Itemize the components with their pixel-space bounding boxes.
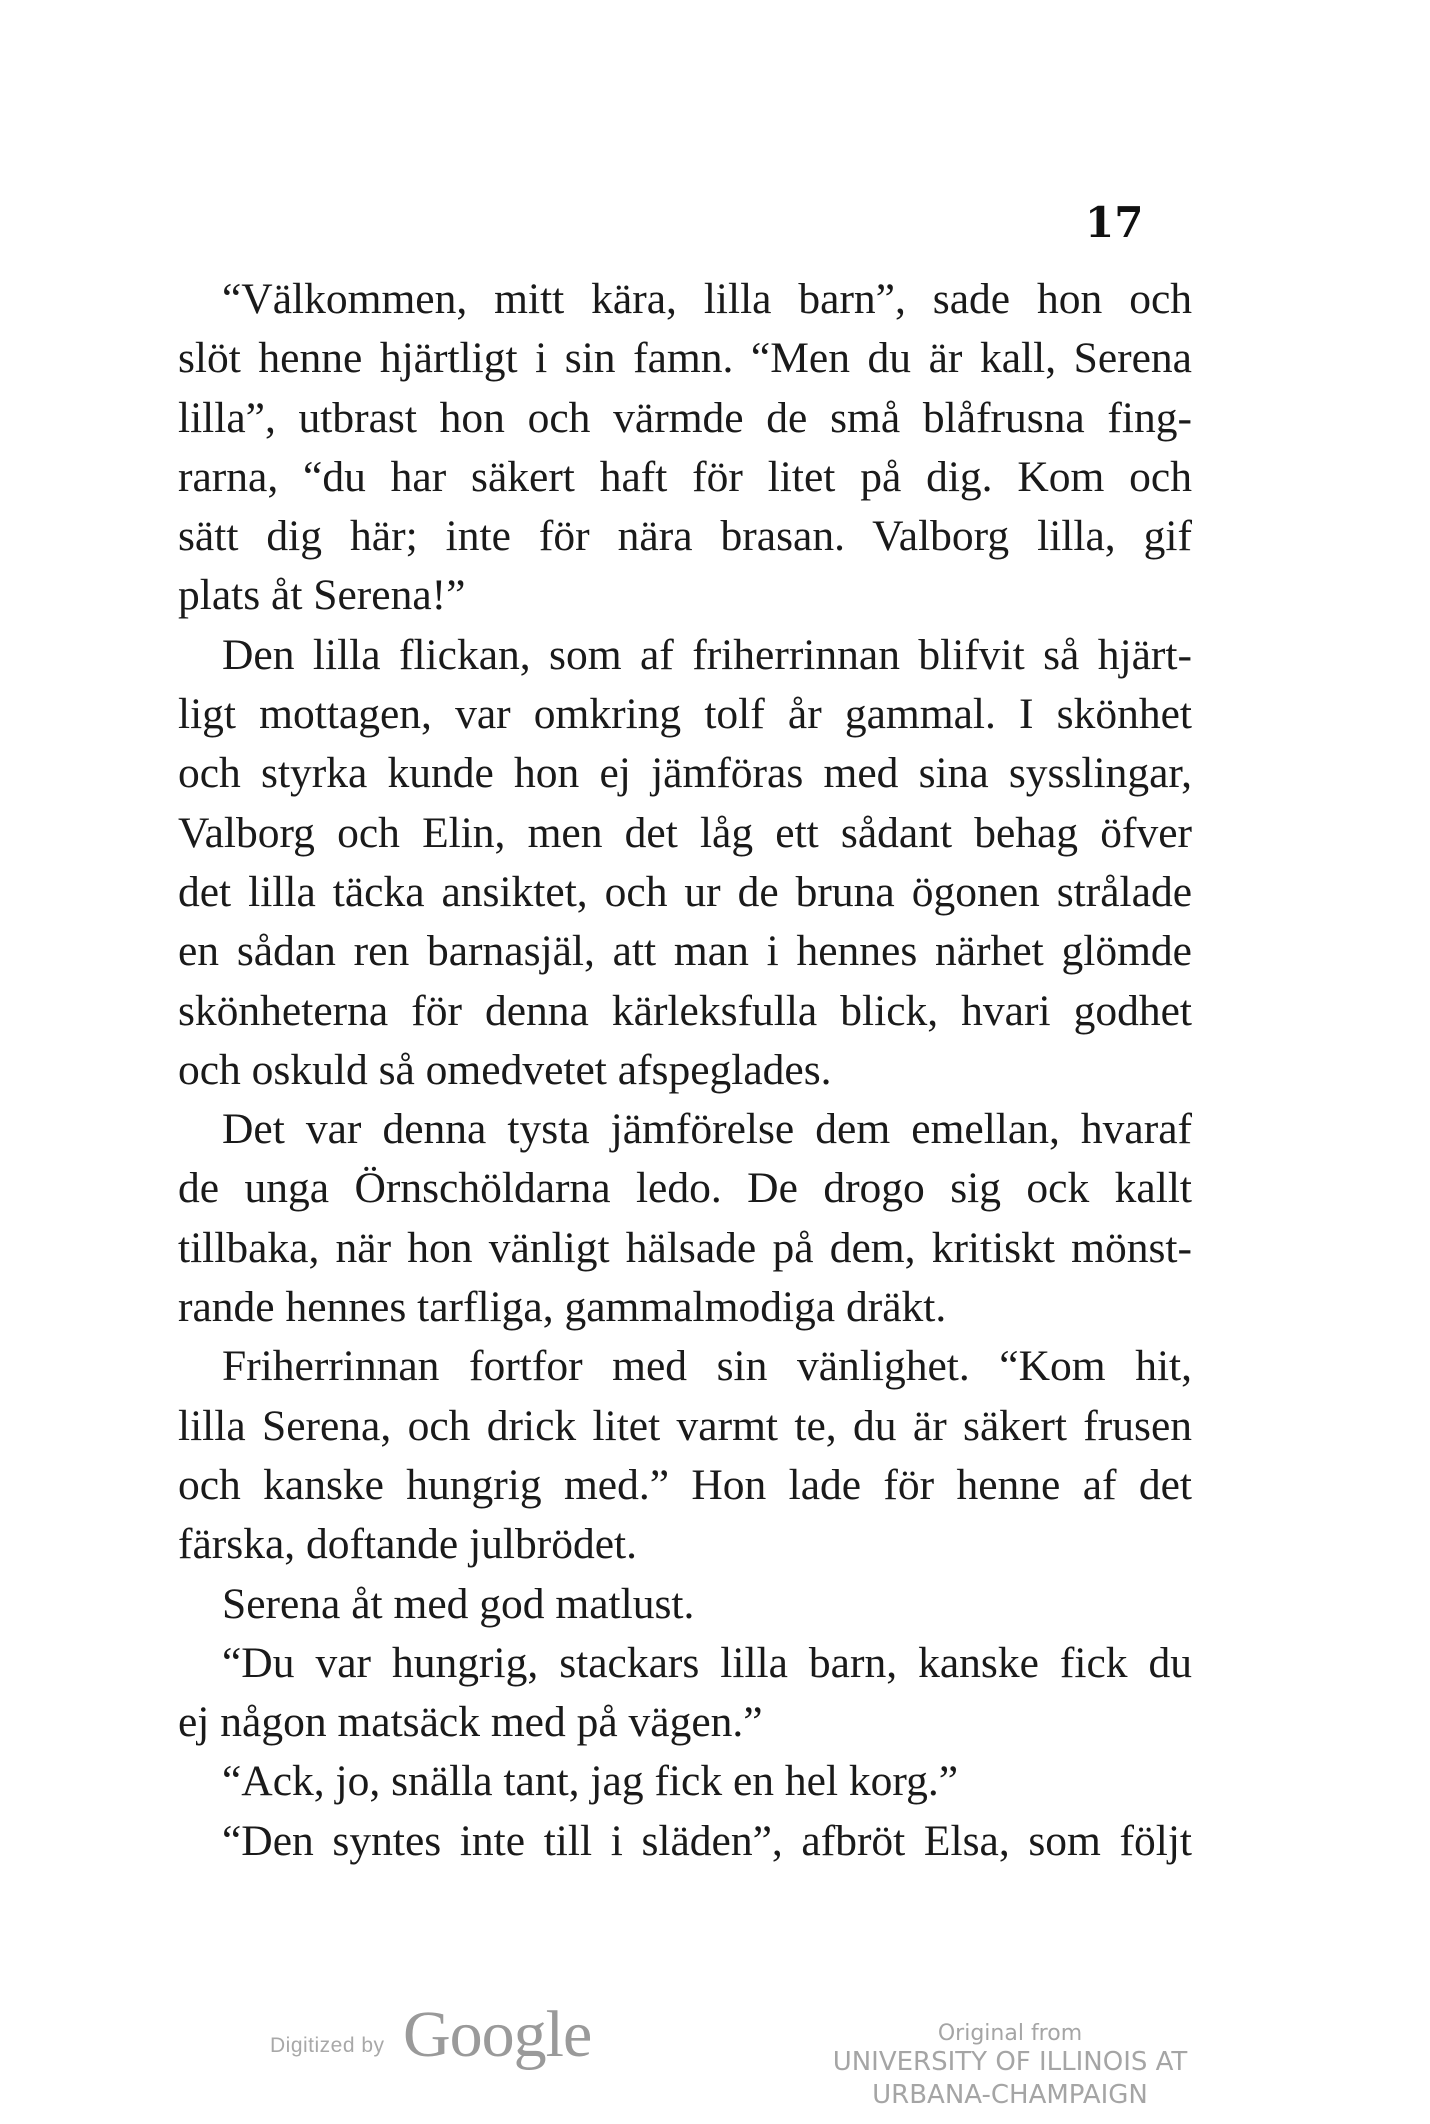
text-line: rande hennes tarfliga, gammalmodiga dräkt. (178, 1283, 947, 1332)
text-line: ligt mottagen, var omkring tolf år gammal. I skönhet (178, 690, 1192, 739)
text-line: skönheterna för denna kärleksfulla blick, hvari godhet (178, 986, 1192, 1035)
text-line: ej någon matsäck med på vägen.” (178, 1698, 763, 1747)
text-line: “Du var hungrig, stackars lilla barn, kanske fick du (222, 1638, 1192, 1687)
text-line: Valborg och Elin, men det låg ett sådant behag öfver (178, 808, 1192, 857)
text-line: de unga Örnschöldarna ledo. De drogo sig ock kallt (178, 1164, 1192, 1213)
text-line: Serena åt med god matlust. (222, 1579, 695, 1628)
original-from-label: Original from (937, 2021, 1083, 2046)
text-line: lilla Serena, och drick litet varmt te, du är säkert frusen (178, 1401, 1192, 1450)
digitized-by-label: Digitized by (270, 2034, 385, 2057)
text-line: lilla”, utbrast hon och värmde de små blåfrusna fing- (178, 393, 1192, 442)
text-line: tillbaka, när hon vänligt hälsade på dem, kritiskt mönst- (178, 1223, 1192, 1272)
scan-footer (0, 2010, 1430, 2120)
page-number: 17 (1085, 198, 1144, 247)
institution-line-2: URBANA-CHAMPAIGN (872, 2080, 1148, 2110)
text-line: “Ack, jo, snälla tant, jag fick en hel korg.” (222, 1757, 959, 1806)
text-line: “Välkommen, mitt kära, lilla barn”, sade hon och (222, 275, 1192, 323)
text-line: och oskuld så omedvetet afspeglades. (178, 1045, 832, 1094)
text-line: och kanske hungrig med.” Hon lade för henne af det (178, 1460, 1192, 1509)
text-line: plats åt Serena!” (178, 571, 466, 620)
body-text (178, 270, 1192, 1871)
text-line: rarna, “du har säkert haft för litet på dig. Kom och (178, 452, 1192, 501)
text-line: och styrka kunde hon ej jämföras med sina sysslingar, (178, 749, 1192, 798)
text-line: det lilla täcka ansiktet, och ur de bruna ögonen strålade (178, 867, 1192, 916)
institution-line-1: UNIVERSITY OF ILLINOIS AT (832, 2047, 1188, 2077)
text-line: Friherrinnan fortfor med sin vänlighet. “Kom hit, (222, 1342, 1192, 1391)
text-line: Det var denna tysta jämförelse dem emellan, hvaraf (222, 1105, 1192, 1154)
text-line: sätt dig här; inte för nära brasan. Valborg lilla, gif (178, 512, 1192, 561)
text-line: “Den syntes inte till i släden”, afbröt Elsa, som följt (222, 1816, 1192, 1865)
text-line: en sådan ren barnasjäl, att man i hennes närhet glömde (178, 927, 1192, 976)
text-line: färska, doftande julbrödet. (178, 1520, 638, 1569)
google-logo: Google (403, 1998, 592, 2071)
text-line: slöt henne hjärtligt i sin famn. “Men du är kall, Serena (178, 334, 1192, 383)
provenance-watermark (830, 2022, 1190, 2112)
text-line: Den lilla flickan, som af friherrinnan blifvit så hjärt- (222, 630, 1192, 679)
